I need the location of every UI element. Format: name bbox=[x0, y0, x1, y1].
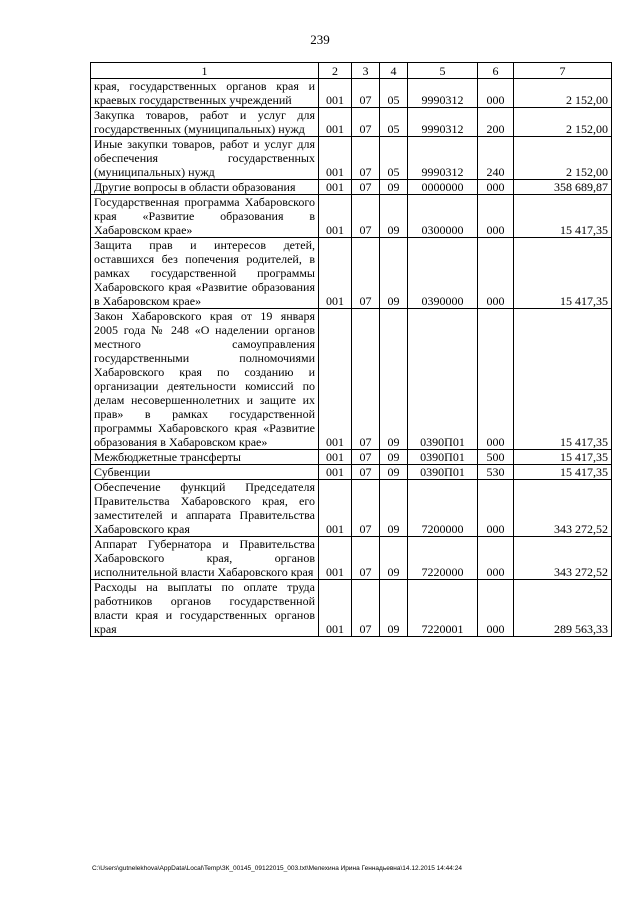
section-code: 07 bbox=[352, 195, 380, 238]
target-article-code: 7200000 bbox=[408, 480, 478, 537]
column-header: 1 bbox=[91, 63, 319, 79]
expense-name: Иные закупки товаров, работ и услуг для обеспечения государственных (муниципальных) нужд bbox=[91, 137, 319, 180]
budget-table bbox=[90, 62, 612, 637]
subsection-code: 09 bbox=[380, 180, 408, 195]
amount: 2 152,00 bbox=[514, 108, 612, 137]
amount: 15 417,35 bbox=[514, 195, 612, 238]
expense-name: Государственная программа Хабаровского края «Развитие образования в Хабаровском крае» bbox=[91, 195, 319, 238]
section-code: 07 bbox=[352, 108, 380, 137]
target-article-code: 0390П01 bbox=[408, 465, 478, 480]
expense-name: Защита прав и интересов детей, оставшихся без попечения родителей, в рамках государственной программы Хабаровского края «Развитие образования в Хабаровском крае» bbox=[91, 238, 319, 309]
expense-name: Межбюджетные трансферты bbox=[91, 450, 319, 465]
section-code: 07 bbox=[352, 180, 380, 195]
expense-name: Субвенции bbox=[91, 465, 319, 480]
table-row bbox=[91, 450, 612, 465]
table-row bbox=[91, 537, 612, 580]
section-code: 07 bbox=[352, 537, 380, 580]
ministry-code: 001 bbox=[319, 238, 352, 309]
expense-type-code: 000 bbox=[478, 309, 514, 450]
expense-type-code: 000 bbox=[478, 480, 514, 537]
ministry-code: 001 bbox=[319, 450, 352, 465]
section-code: 07 bbox=[352, 309, 380, 450]
amount: 2 152,00 bbox=[514, 137, 612, 180]
target-article-code: 9990312 bbox=[408, 79, 478, 108]
subsection-code: 09 bbox=[380, 480, 408, 537]
expense-name: Другие вопросы в области образования bbox=[91, 180, 319, 195]
expense-name: Закон Хабаровского края от 19 января 2005 года № 248 «О наделении органов местного самоуправления государственными полномочиями Хабаровского края по созданию и организации деятельности комиссий по делам несовершеннолетних и защите их прав» в рамках государственной программы Хабаровского края «Развитие образования в Хабаровском крае» bbox=[91, 309, 319, 450]
table-row bbox=[91, 137, 612, 180]
subsection-code: 09 bbox=[380, 309, 408, 450]
target-article-code: 0300000 bbox=[408, 195, 478, 238]
target-article-code: 7220000 bbox=[408, 537, 478, 580]
table-row bbox=[91, 79, 612, 108]
file-path-footer: C:\Users\gutnelekhova\AppData\Local\Temp\ЗК_00145_09122015_003.txt\Мелехина Ирина Геннадьевна\14.12.2015 14:44:24 bbox=[92, 865, 462, 872]
section-code: 07 bbox=[352, 238, 380, 309]
ministry-code: 001 bbox=[319, 137, 352, 180]
section-code: 07 bbox=[352, 580, 380, 637]
table-header bbox=[91, 63, 612, 79]
expense-type-code: 000 bbox=[478, 79, 514, 108]
ministry-code: 001 bbox=[319, 108, 352, 137]
target-article-code: 9990312 bbox=[408, 137, 478, 180]
expense-name: Закупка товаров, работ и услуг для государственных (муниципальных) нужд bbox=[91, 108, 319, 137]
amount: 15 417,35 bbox=[514, 309, 612, 450]
column-header: 6 bbox=[478, 63, 514, 79]
amount: 2 152,00 bbox=[514, 79, 612, 108]
section-code: 07 bbox=[352, 480, 380, 537]
target-article-code: 0390П01 bbox=[408, 309, 478, 450]
table-row bbox=[91, 195, 612, 238]
subsection-code: 09 bbox=[380, 537, 408, 580]
table-row bbox=[91, 238, 612, 309]
subsection-code: 09 bbox=[380, 238, 408, 309]
page-number: 239 bbox=[310, 32, 330, 47]
ministry-code: 001 bbox=[319, 79, 352, 108]
subsection-code: 09 bbox=[380, 195, 408, 238]
subsection-code: 05 bbox=[380, 137, 408, 180]
table-row bbox=[91, 480, 612, 537]
ministry-code: 001 bbox=[319, 180, 352, 195]
subsection-code: 09 bbox=[380, 450, 408, 465]
column-header: 7 bbox=[514, 63, 612, 79]
table-row bbox=[91, 465, 612, 480]
expense-type-code: 000 bbox=[478, 537, 514, 580]
column-header: 5 bbox=[408, 63, 478, 79]
column-header: 2 bbox=[319, 63, 352, 79]
target-article-code: 0000000 bbox=[408, 180, 478, 195]
expense-type-code: 530 bbox=[478, 465, 514, 480]
expense-type-code: 500 bbox=[478, 450, 514, 465]
amount: 358 689,87 bbox=[514, 180, 612, 195]
section-code: 07 bbox=[352, 450, 380, 465]
expense-type-code: 000 bbox=[478, 195, 514, 238]
amount: 289 563,33 bbox=[514, 580, 612, 637]
ministry-code: 001 bbox=[319, 195, 352, 238]
expense-name: Аппарат Губернатора и Правительства Хабаровского края, органов исполнительной власти Хабаровского края bbox=[91, 537, 319, 580]
section-code: 07 bbox=[352, 79, 380, 108]
table-body bbox=[91, 79, 612, 637]
ministry-code: 001 bbox=[319, 580, 352, 637]
target-article-code: 0390000 bbox=[408, 238, 478, 309]
target-article-code: 0390П01 bbox=[408, 450, 478, 465]
expense-name: края, государственных органов края и краевых государственных учреждений bbox=[91, 79, 319, 108]
target-article-code: 7220001 bbox=[408, 580, 478, 637]
table-row bbox=[91, 180, 612, 195]
expense-name: Обеспечение функций Председателя Правительства Хабаровского края, его заместителей и аппарата Правительства Хабаровского края bbox=[91, 480, 319, 537]
amount: 343 272,52 bbox=[514, 480, 612, 537]
ministry-code: 001 bbox=[319, 465, 352, 480]
ministry-code: 001 bbox=[319, 537, 352, 580]
column-header: 4 bbox=[380, 63, 408, 79]
section-code: 07 bbox=[352, 465, 380, 480]
header-row bbox=[91, 63, 612, 79]
table-row bbox=[91, 108, 612, 137]
ministry-code: 001 bbox=[319, 309, 352, 450]
subsection-code: 09 bbox=[380, 465, 408, 480]
subsection-code: 05 bbox=[380, 79, 408, 108]
expense-type-code: 000 bbox=[478, 580, 514, 637]
target-article-code: 9990312 bbox=[408, 108, 478, 137]
expense-name: Расходы на выплаты по оплате труда работников органов государственной власти края и государственных органов края bbox=[91, 580, 319, 637]
amount: 15 417,35 bbox=[514, 238, 612, 309]
expense-type-code: 200 bbox=[478, 108, 514, 137]
column-header: 3 bbox=[352, 63, 380, 79]
expense-type-code: 000 bbox=[478, 238, 514, 309]
amount: 15 417,35 bbox=[514, 465, 612, 480]
amount: 343 272,52 bbox=[514, 537, 612, 580]
table-row bbox=[91, 580, 612, 637]
section-code: 07 bbox=[352, 137, 380, 180]
amount: 15 417,35 bbox=[514, 450, 612, 465]
expense-type-code: 000 bbox=[478, 180, 514, 195]
ministry-code: 001 bbox=[319, 480, 352, 537]
subsection-code: 09 bbox=[380, 580, 408, 637]
table-row bbox=[91, 309, 612, 450]
expense-type-code: 240 bbox=[478, 137, 514, 180]
subsection-code: 05 bbox=[380, 108, 408, 137]
